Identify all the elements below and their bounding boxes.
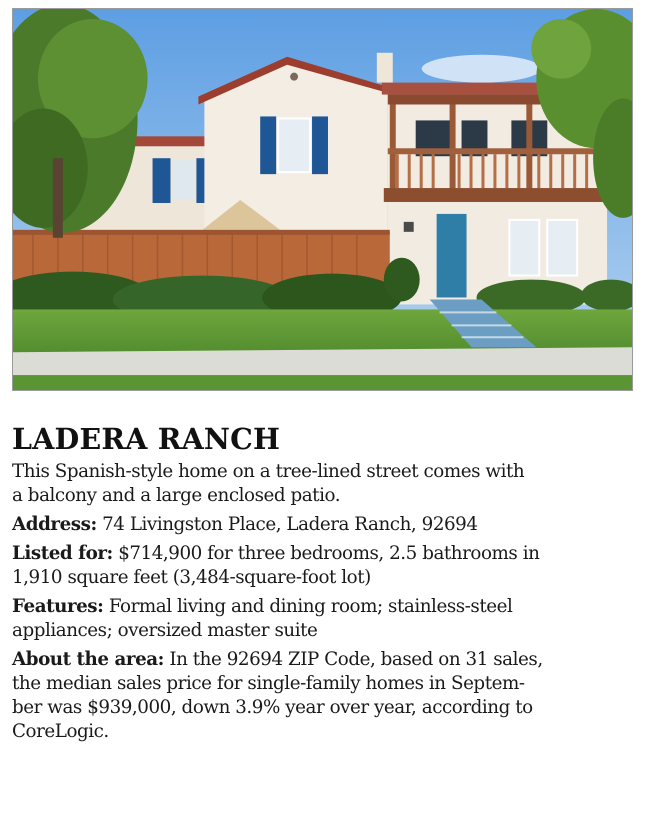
address-value: 74 Livingston Place, Ladera Ranch, 92694 [102,514,478,535]
intro-paragraph [12,460,637,508]
listed-line: 1,910 square feet (3,484-square-foot lot) [12,567,371,588]
listed-label: Listed for: [12,543,113,564]
house-photo-icon [13,9,632,390]
area-value: In the 92694 ZIP Code, based on 31 sales, [169,649,543,670]
features-label: Features: [12,596,104,617]
listed-paragraph [12,542,637,590]
headline: LADERA RANCH [12,422,281,456]
area-paragraph [12,648,637,744]
features-paragraph [12,595,637,643]
address-line [12,513,637,537]
intro-line: This Spanish-style home on a tree-lined street comes with [12,461,525,482]
area-line: the median sales price for single-family homes in Septem- [12,673,525,694]
listing-article [12,422,637,749]
features-line: appliances; oversized master suite [12,620,318,641]
features-value: Formal living and dining room; stainless-steel [108,596,513,617]
address-paragraph [12,513,637,537]
area-label: About the area: [12,649,164,670]
intro-line: a balcony and a large enclosed patio. [12,485,341,506]
house-photo [12,8,633,391]
area-line: CoreLogic. [12,721,109,742]
area-line: ber was $939,000, down 3.9% year over year, according to [12,697,533,718]
features-line [12,595,637,619]
address-label: Address: [12,514,97,535]
listed-line [12,542,637,566]
area-line [12,648,637,672]
listed-value: $714,900 for three bedrooms, 2.5 bathrooms in [118,543,540,564]
